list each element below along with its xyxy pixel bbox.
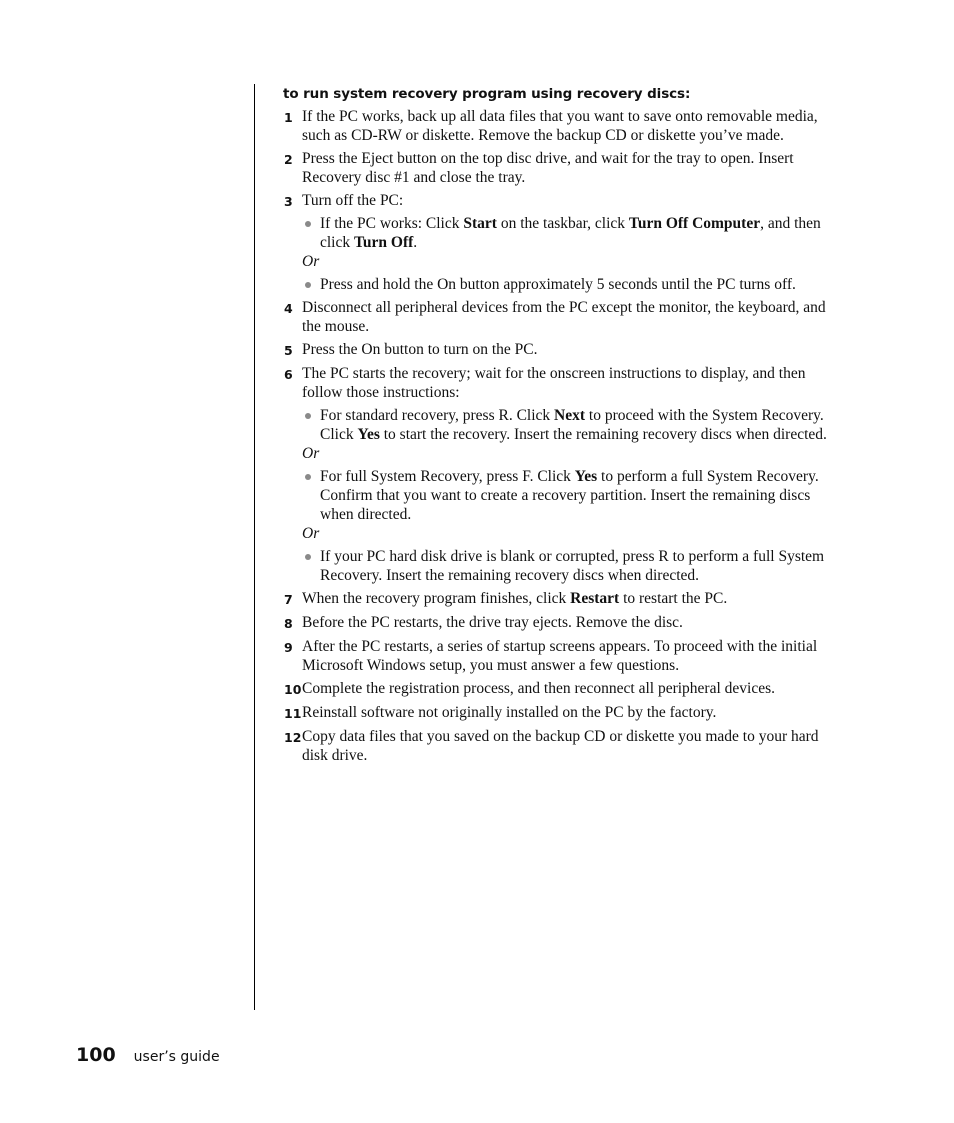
yes-term: Yes <box>574 468 598 485</box>
step-text: Press the Eject button on the top disc drive, and wait for the tray to open. Insert Recovery disc #1 and close the tray. <box>302 150 794 186</box>
step-4 <box>274 298 836 336</box>
page-content <box>274 86 836 769</box>
step-8 <box>274 613 836 633</box>
step-2 <box>274 149 836 187</box>
step-number: 11 <box>284 706 302 721</box>
step-12 <box>274 727 836 765</box>
margin-rule <box>254 84 255 1010</box>
bullet-icon <box>302 406 320 444</box>
bullet-icon <box>302 275 320 294</box>
page-number: 100 <box>76 1044 116 1066</box>
restart-term: Restart <box>570 590 620 607</box>
step-number: 5 <box>284 343 293 358</box>
turn-off-term: Turn Off <box>354 234 414 251</box>
guide-title: user’s guide <box>133 1049 220 1065</box>
step-text: Turn off the PC: <box>302 192 404 209</box>
yes-term: Yes <box>357 426 380 443</box>
procedure-heading: to run system recovery program using recovery discs: <box>283 86 691 102</box>
or-separator: Or <box>302 253 320 270</box>
step-1 <box>274 107 836 145</box>
bullet-icon <box>302 467 320 524</box>
step-text: Disconnect all peripheral devices from the PC except the monitor, the keyboard, and the mouse. <box>302 299 826 335</box>
bullet-item: For standard recovery, press R. Click Next to proceed with the System Recovery. Click Yes to start the recovery. Insert the remaining recovery discs when directed. <box>302 406 836 444</box>
step-number: 12 <box>284 730 302 745</box>
step-text: Complete the registration process, and then reconnect all peripheral devices. <box>302 680 775 697</box>
step-text: If the PC works, back up all data files that you want to save onto removable media, such as CD-RW or diskette. Remove the backup CD or diskette you’ve made. <box>302 108 818 144</box>
step-text: The PC starts the recovery; wait for the onscreen instructions to display, and then follow those instructions: <box>302 365 806 401</box>
step-number: 3 <box>284 194 293 209</box>
bullet-icon <box>302 547 320 585</box>
bullet-item: For full System Recovery, press F. Click Yes to perform a full System Recovery. Confirm that you want to create a recovery partition. Insert the remaining discs when directed. <box>302 467 836 524</box>
step-7 <box>274 589 836 609</box>
step-11 <box>274 703 836 723</box>
turn-off-computer-term: Turn Off Computer <box>628 215 761 232</box>
page-footer <box>76 1044 220 1066</box>
step-number: 1 <box>284 110 293 125</box>
bullet-item: If your PC hard disk drive is blank or corrupted, press R to perform a full System Recovery. Insert the remaining recovery discs when directed. <box>302 547 836 585</box>
step-number: 2 <box>284 152 293 167</box>
step-text: Press the On button to turn on the PC. <box>302 341 538 358</box>
or-separator: Or <box>302 525 320 542</box>
step-5 <box>274 340 836 360</box>
or-separator: Or <box>302 445 320 462</box>
step-text: When the recovery program finishes, click Restart to restart the PC. <box>302 590 728 607</box>
step-number: 10 <box>284 682 302 697</box>
step-number: 4 <box>284 301 293 316</box>
step-number: 9 <box>284 640 293 655</box>
step-text: Before the PC restarts, the drive tray ejects. Remove the disc. <box>302 614 683 631</box>
step-text: Copy data files that you saved on the backup CD or diskette you made to your hard disk drive. <box>302 728 819 764</box>
step-text: Reinstall software not originally installed on the PC by the factory. <box>302 704 717 721</box>
bullet-item: If the PC works: Click Start on the taskbar, click Turn Off Computer, and then click Turn Off. <box>302 214 836 252</box>
step-3 <box>274 191 836 294</box>
next-term: Next <box>554 407 586 424</box>
step-text: After the PC restarts, a series of startup screens appears. To proceed with the initial Microsoft Windows setup, you must answer a few questions. <box>302 638 818 674</box>
step-10 <box>274 679 836 699</box>
step-9 <box>274 637 836 675</box>
bullet-icon <box>302 214 320 252</box>
step-number: 8 <box>284 616 293 631</box>
start-term: Start <box>463 215 497 232</box>
step-6 <box>274 364 836 585</box>
bullet-item: Press and hold the On button approximately 5 seconds until the PC turns off. <box>302 275 836 294</box>
step-number: 6 <box>284 367 293 382</box>
step-number: 7 <box>284 592 293 607</box>
